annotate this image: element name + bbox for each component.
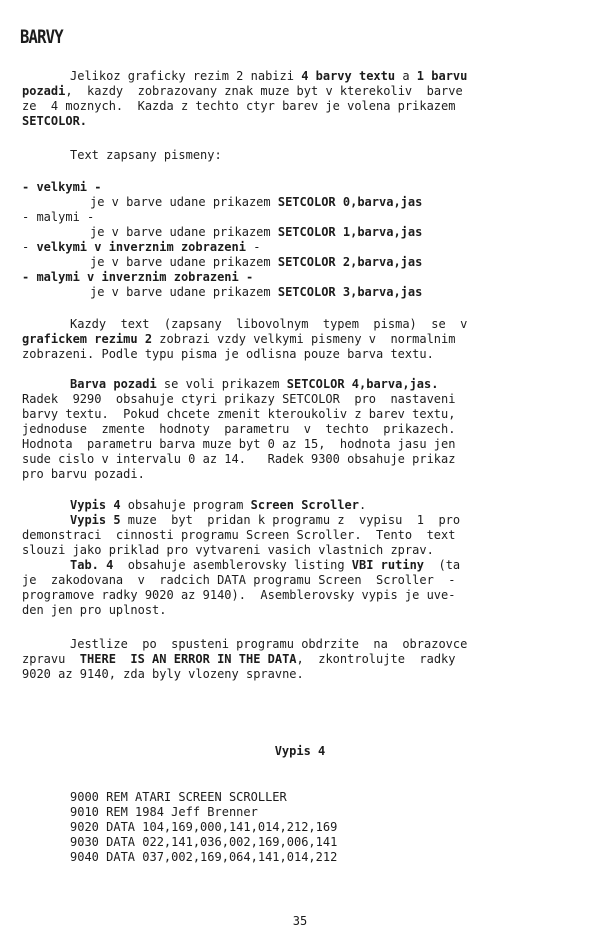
- list-item-desc: je v barve udane prikazem SETCOLOR 1,barva,jas: [90, 225, 423, 239]
- list-item-label: - velkymi -: [22, 180, 102, 194]
- para3-line7: pro barvu pozadi.: [22, 467, 145, 481]
- para3-line4: jednoduse zmente hodnoty parametru v techto prikazech.: [22, 422, 456, 436]
- para4-line7: programove radky 9020 az 9140). Asemblerovsky vypis je uve-: [22, 588, 456, 602]
- code-line: 9020 DATA 104,169,000,141,014,212,169: [70, 820, 338, 834]
- para4-line8: den jen pro uplnost.: [22, 603, 167, 617]
- code-line: 9040 DATA 037,002,169,064,141,014,212: [70, 850, 338, 864]
- para1-line4: SETCOLOR.: [22, 114, 88, 128]
- list-item-label: - malymi -: [22, 210, 95, 224]
- para3-line2: Radek 9290 obsahuje ctyri prikazy SETCOLOR pro nastaveni: [22, 392, 456, 406]
- code-line: 9010 REM 1984 Jeff Brenner: [70, 805, 258, 819]
- list-item-label: - malymi v inverznim zobrazeni -: [22, 270, 254, 284]
- list-item-label: - velkymi v inverznim zobrazeni -: [22, 240, 261, 254]
- para5-line3: 9020 az 9140, zda byly vlozeny spravne.: [22, 667, 304, 681]
- para4-line5: Tab. 4 obsahuje asemblerovsky listing VBI rutiny (ta: [70, 558, 461, 572]
- para2-line2: grafickem rezimu 2 zobrazi vzdy velkymi pismeny v normalnim: [22, 332, 456, 346]
- para4-line4: slouzi jako priklad pro vytvareni vasich vlastnich zprav.: [22, 543, 434, 557]
- para2-line3: zobrazeni. Podle typu pisma je odlisna pouze barva textu.: [22, 347, 434, 361]
- code-line: 9030 DATA 022,141,036,002,169,006,141: [70, 835, 338, 849]
- para3-line1: Barva pozadi se voli prikazem SETCOLOR 4,barva,jas.: [70, 377, 439, 391]
- list-item-desc: je v barve udane prikazem SETCOLOR 2,barva,jas: [90, 255, 423, 269]
- para3-line3: barvy textu. Pokud chcete zmenit kteroukoliv z barev textu,: [22, 407, 456, 421]
- text-intro: Text zapsany pismeny:: [70, 148, 222, 162]
- para5-line1: Jestlize po spusteni programu obdrzite na obrazovce: [70, 637, 468, 651]
- para5-line2: zpravu THERE IS AN ERROR IN THE DATA, zkontrolujte radky: [22, 652, 456, 666]
- para4-line1: Vypis 4 obsahuje program Screen Scroller.: [70, 498, 367, 512]
- para1-line1: Jelikoz graficky rezim 2 nabizi 4 barvy textu a 1 barvu: [70, 69, 468, 83]
- page-number: 35: [292, 914, 308, 928]
- para4-line6: je zakodovana v radcich DATA programu Screen Scroller -: [22, 573, 456, 587]
- list-item-desc: je v barve udane prikazem SETCOLOR 0,barva,jas: [90, 195, 423, 209]
- code-line: 9000 REM ATARI SCREEN SCROLLER: [70, 790, 287, 804]
- list-item-desc: je v barve udane prikazem SETCOLOR 3,barva,jas: [90, 285, 423, 299]
- para3-line6: sude cislo v intervalu 0 az 14. Radek 9300 obsahuje prikaz: [22, 452, 456, 466]
- section-heading: BARVY: [20, 26, 63, 48]
- para1-line2: pozadi, kazdy zobrazovany znak muze byt v kterekoliv barve: [22, 84, 463, 98]
- para4-line2: Vypis 5 muze byt pridan k programu z vypisu 1 pro: [70, 513, 461, 527]
- para4-line3: demonstraci cinnosti programu Screen Scroller. Tento text: [22, 528, 456, 542]
- listing-title: Vypis 4: [274, 744, 326, 758]
- para2-line1: Kazdy text (zapsany libovolnym typem pisma) se v: [70, 317, 468, 331]
- para3-line5: Hodnota parametru barva muze byt 0 az 15, hodnota jasu jen: [22, 437, 456, 451]
- para1-line3: ze 4 moznych. Kazda z techto ctyr barev je volena prikazem: [22, 99, 456, 113]
